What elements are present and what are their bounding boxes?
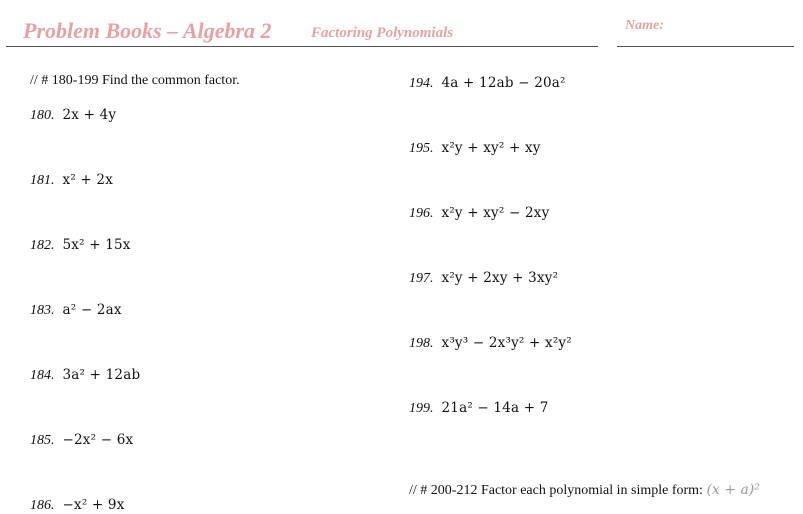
- instruction-simple-form-text: // # 200-212 Factor each polynomial in simple form:: [409, 483, 707, 498]
- problem-number: 184.: [30, 368, 55, 383]
- problem-expression: 5x² + 15x: [62, 237, 131, 253]
- problem-number: 186.: [30, 498, 55, 513]
- problem-198: [409, 335, 572, 352]
- problem-expression: x² + 2x: [62, 172, 114, 188]
- problem-expression: −2x² − 6x: [62, 432, 134, 448]
- problem-expression: x²y + xy² + xy: [441, 140, 541, 156]
- problem-number: 182.: [30, 238, 55, 253]
- problem-194: [409, 75, 566, 92]
- instruction-common-factor: // # 180-199 Find the common factor.: [30, 73, 240, 88]
- problem-number: 198.: [409, 336, 434, 351]
- problem-184: [30, 367, 140, 384]
- problem-number: 185.: [30, 433, 55, 448]
- header-rule-left: [6, 46, 598, 47]
- problem-183: [30, 302, 122, 319]
- problem-expression: a² − 2ax: [62, 302, 122, 318]
- problem-number: 199.: [409, 401, 434, 416]
- problem-expression: 4a + 12ab − 20a²: [441, 75, 566, 91]
- problem-186: [30, 497, 125, 514]
- name-line: [617, 46, 794, 47]
- problem-number: 196.: [409, 206, 434, 221]
- problem-195: [409, 140, 541, 157]
- problem-expression: −x² + 9x: [62, 497, 125, 513]
- problem-expression: 21a² − 14a + 7: [441, 400, 549, 416]
- problem-180: [30, 107, 116, 124]
- problem-197: [409, 270, 558, 287]
- problem-number: 181.: [30, 173, 55, 188]
- problem-number: 194.: [409, 76, 434, 91]
- problem-185: [30, 432, 133, 449]
- problem-expression: 3a² + 12ab: [62, 367, 141, 383]
- document-subtitle: Factoring Polynomials: [311, 25, 454, 41]
- simple-form-formula: (x + a)²: [706, 482, 760, 498]
- problem-expression: x³y³ − 2x³y² + x²y²: [441, 335, 572, 351]
- name-label: Name:: [625, 18, 664, 33]
- document-title: Problem Books – Algebra 2: [23, 18, 272, 43]
- instruction-simple-form: [409, 482, 760, 499]
- problem-number: 180.: [30, 108, 55, 123]
- problem-199: [409, 400, 549, 417]
- problem-181: [30, 172, 113, 189]
- problem-number: 183.: [30, 303, 55, 318]
- problem-number: 197.: [409, 271, 434, 286]
- problem-number: 195.: [409, 141, 434, 156]
- problem-expression: x²y + 2xy + 3xy²: [441, 270, 559, 286]
- problem-182: [30, 237, 131, 254]
- problem-expression: 2x + 4y: [62, 107, 117, 123]
- problem-196: [409, 205, 549, 222]
- problem-expression: x²y + xy² − 2xy: [441, 205, 550, 221]
